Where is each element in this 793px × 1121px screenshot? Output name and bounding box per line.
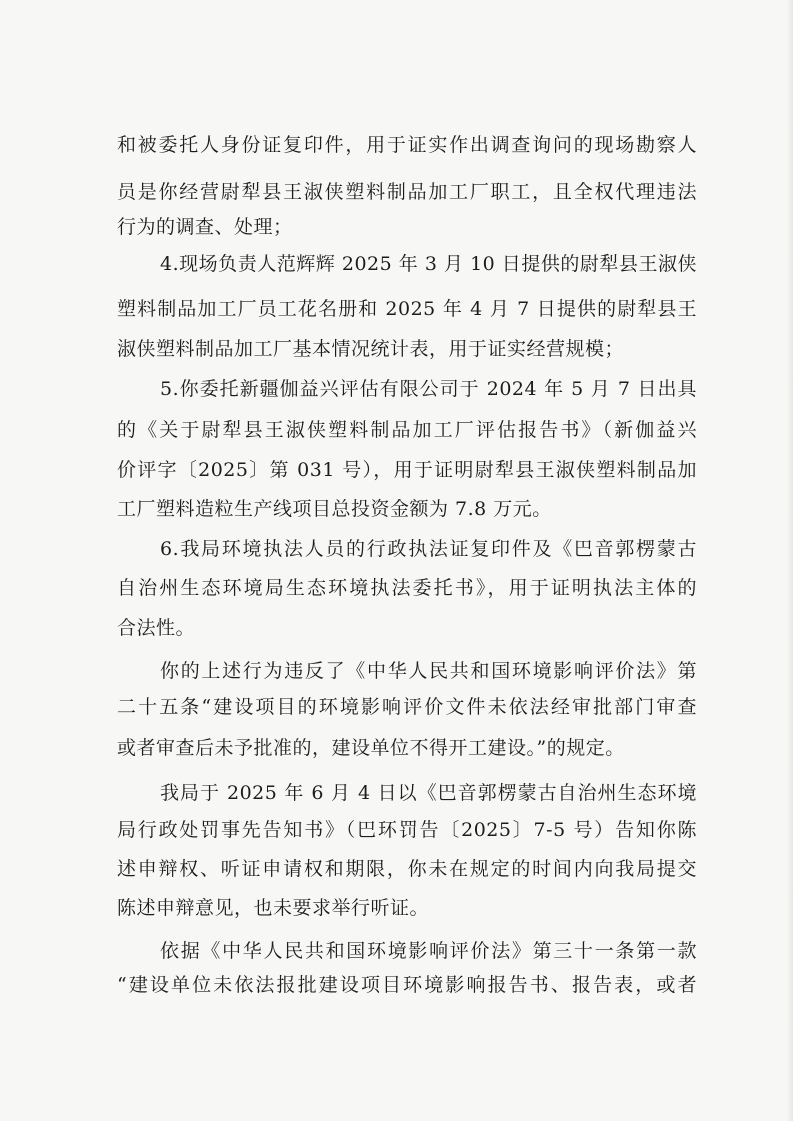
body-text-line: 5.你委托新疆伽益兴评估有限公司于 2024 年 5 月 7 日出具 (160, 378, 697, 400)
body-text-line: 4.现场负责人范辉辉 2025 年 3 月 10 日提供的尉犁县王淑侠 (160, 253, 697, 275)
body-text-line: 价评字〔2025〕第 031 号），用于证明尉犁县王淑侠塑料制品加 (117, 459, 697, 481)
body-text-line: 依据《中华人民共和国环境影响评价法》第三十一条第一款 (160, 940, 697, 962)
body-text-line: 合法性。 (117, 617, 196, 639)
body-text-line: 的《关于尉犁县王淑侠塑料制品加工厂评估报告书》（新伽益兴 (117, 419, 697, 441)
body-text-line: 工厂塑料造粒生产线项目总投资金额为 7.8 万元。 (117, 498, 552, 520)
body-text-line: 我局于 2025 年 6 月 4 日以《巴音郭楞蒙古自治州生态环境 (160, 782, 697, 804)
body-text-line: 员是你经营尉犁县王淑侠塑料制品加工厂职工，且全权代理违法 (117, 181, 697, 203)
body-text-line: 塑料制品加工厂员工花名册和 2025 年 4 月 7 日提供的尉犁县王 (117, 298, 697, 320)
body-text-line: 二十五条“建设项目的环境影响评价文件未依法经审批部门审查 (117, 696, 697, 718)
body-text-line: 淑侠塑料制品加工厂基本情况统计表，用于证实经营规模； (117, 338, 625, 360)
body-text-line: 和被委托人身份证复印件，用于证实作出调查询问的现场勘察人 (117, 134, 697, 156)
body-text-line: 或者审查后未予批准的，建设单位不得开工建设。”的规定。 (117, 737, 625, 759)
body-text-line: 述申辩权、听证申请权和期限，你未在规定的时间内向我局提交 (117, 858, 697, 880)
scan-edge-shadow (787, 0, 793, 1121)
body-text-line: 自治州生态环境局生态环境执法委托书》，用于证明执法主体的 (117, 577, 697, 599)
body-text-line: 6.我局环境执法人员的行政执法证复印件及《巴音郭楞蒙古 (160, 538, 697, 560)
body-text-line: “建设单位未依法报批建设项目环境影响报告书、报告表，或者 (117, 974, 697, 996)
body-text-line: 你的上述行为违反了《中华人民共和国环境影响评价法》第 (160, 660, 697, 682)
body-text-line: 局行政处罚事先告知书》（巴环罚告〔2025〕7-5 号）告知你陈 (117, 819, 697, 841)
body-text-line: 行为的调查、处理； (117, 216, 293, 238)
body-text-line: 陈述申辩意见，也未要求举行听证。 (117, 897, 430, 919)
